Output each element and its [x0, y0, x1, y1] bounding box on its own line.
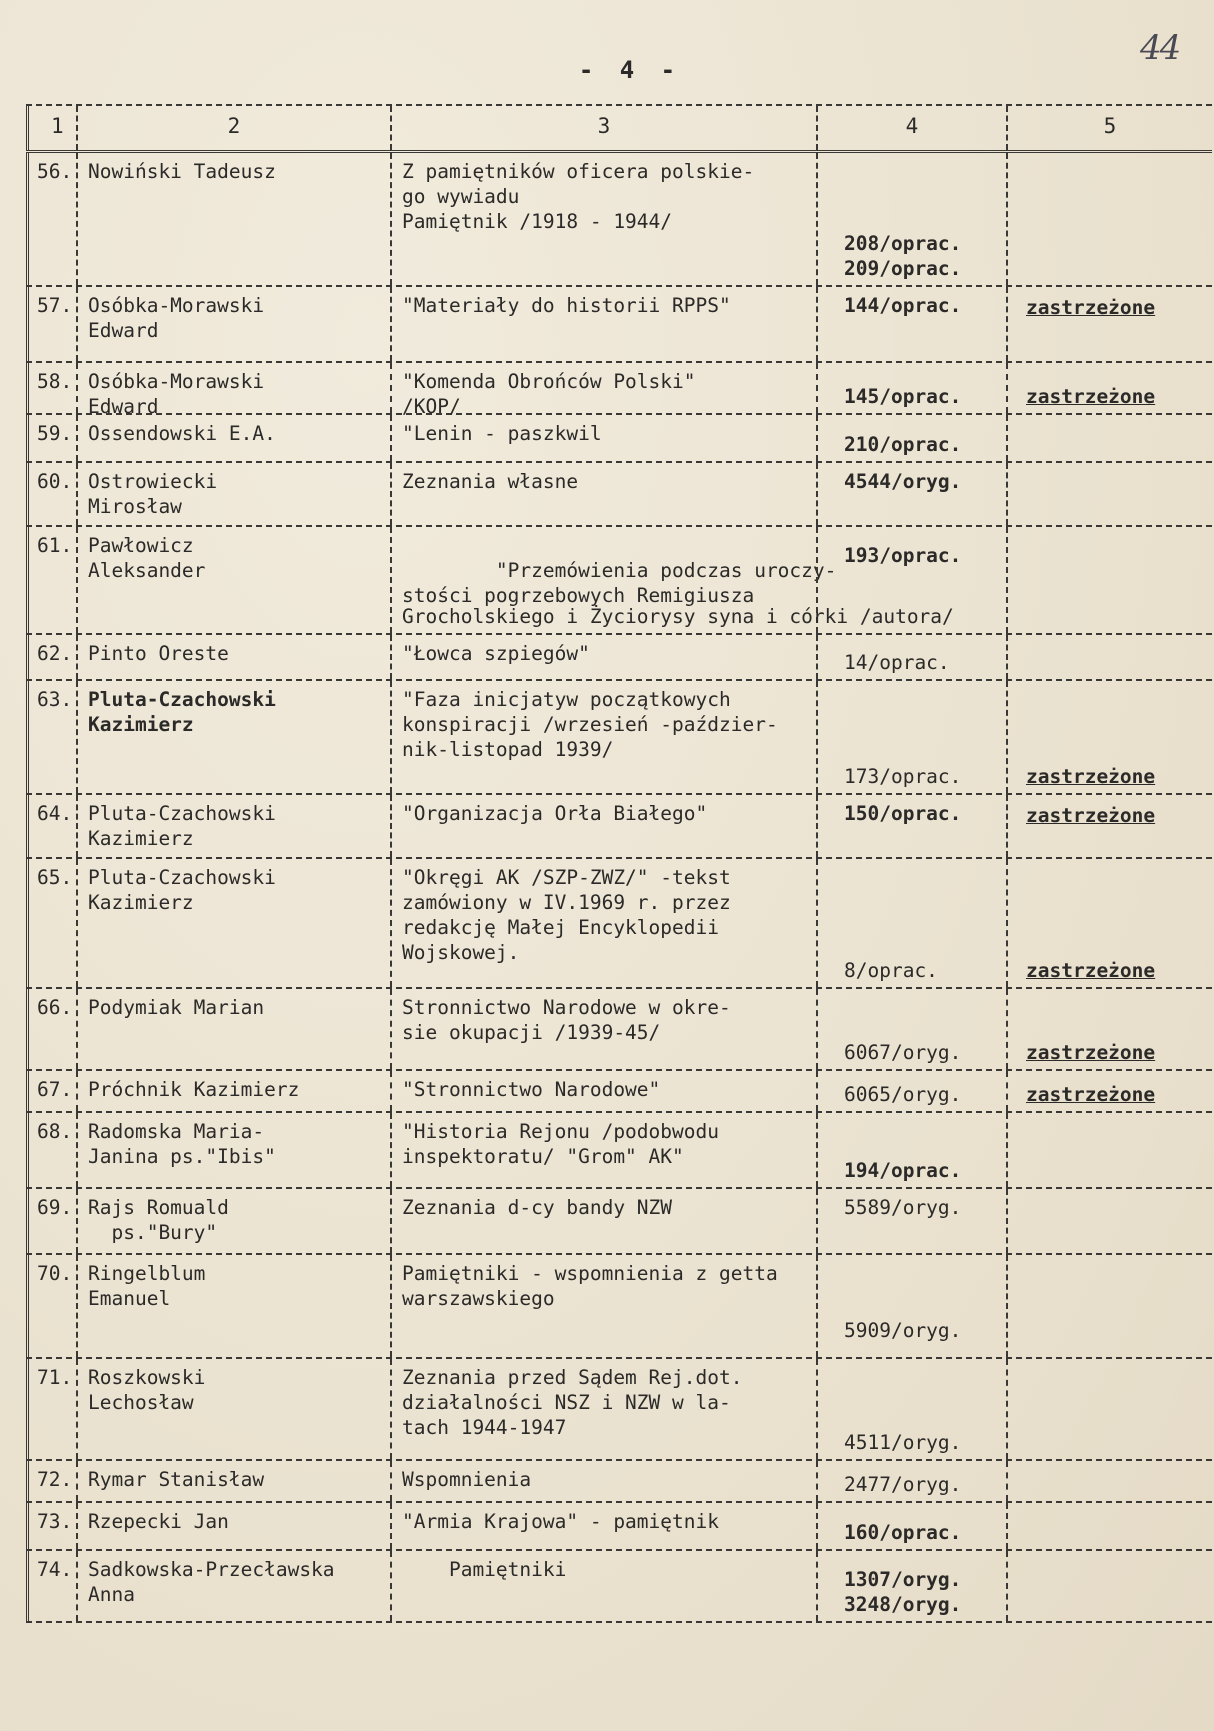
- table-row: [26, 859, 1212, 989]
- entry-author: Pluta-Czachowski Kazimierz: [76, 681, 390, 793]
- entry-ref-cell: [816, 1255, 1006, 1357]
- entry-title: "Historia Rejonu /podobwodu inspektoratu/ "Grom" AK": [390, 1113, 816, 1187]
- column-header-1: 1: [26, 106, 76, 150]
- entry-title: "Lenin - paszkwil: [390, 415, 816, 461]
- entry-number: 58.: [26, 363, 76, 413]
- table-row: [26, 153, 1212, 287]
- entry-author: Rymar Stanisław: [76, 1461, 390, 1501]
- entry-number: 65.: [26, 859, 76, 987]
- table-row: [26, 1503, 1212, 1551]
- entry-note-cell: [1006, 287, 1212, 361]
- entry-ref-cell: [816, 415, 1006, 461]
- entry-ref: 210/oprac.: [844, 433, 962, 456]
- table-row: [26, 415, 1212, 463]
- entry-ref: 208/oprac. 209/oprac.: [844, 232, 962, 280]
- entry-number: 71.: [26, 1359, 76, 1459]
- entry-ref: 194/oprac.: [844, 1159, 962, 1182]
- entry-author: Pluta-Czachowski Kazimierz: [76, 859, 390, 987]
- entry-author: Ringelblum Emanuel: [76, 1255, 390, 1357]
- entry-author: Pinto Oreste: [76, 635, 390, 679]
- entry-note-cell: [1006, 1071, 1212, 1111]
- table-row: [26, 287, 1212, 363]
- entry-ref-cell: [816, 795, 1006, 857]
- entry-note-cell: [1006, 527, 1212, 633]
- entry-number: 67.: [26, 1071, 76, 1111]
- entry-ref: 2477/oryg.: [844, 1473, 962, 1496]
- entry-author: Rzepecki Jan: [76, 1503, 390, 1549]
- entry-number: 74.: [26, 1551, 76, 1621]
- entry-note: zastrzeżone: [1026, 959, 1156, 982]
- entry-note-cell: [1006, 1551, 1212, 1621]
- entry-number: 62.: [26, 635, 76, 679]
- table-row: [26, 1551, 1212, 1623]
- entry-ref-cell: [816, 153, 1006, 285]
- entry-ref-cell: [816, 287, 1006, 361]
- entry-note-cell: [1006, 681, 1212, 793]
- column-header-3: 3: [390, 106, 816, 150]
- entry-title: "Komenda Obrońców Polski" /KOP/: [390, 363, 816, 413]
- entry-ref: 6067/oryg.: [844, 1041, 962, 1064]
- entry-title: "Organizacja Orła Białego": [390, 795, 816, 857]
- entry-author: Ossendowski E.A.: [76, 415, 390, 461]
- entry-ref: 145/oprac.: [844, 385, 962, 408]
- entry-note-cell: [1006, 415, 1212, 461]
- entry-note-cell: [1006, 363, 1212, 413]
- entry-author: Podymiak Marian: [76, 989, 390, 1069]
- entry-ref-cell: [816, 1113, 1006, 1187]
- entry-title: Pamiętniki - wspomnienia z getta warszawskiego: [390, 1255, 816, 1357]
- entry-title: Zeznania d-cy bandy NZW: [390, 1189, 816, 1253]
- entry-note: zastrzeżone: [1026, 1083, 1156, 1106]
- entry-note-cell: [1006, 795, 1212, 857]
- entry-author: Osóbka-Morawski Edward: [76, 363, 390, 413]
- column-header-5: 5: [1006, 106, 1212, 150]
- entry-title: "Okręgi AK /SZP-ZWZ/" -tekst zamówiony w IV.1969 r. przez redakcję Małej Encyklopedii Wojskowej.: [390, 859, 816, 987]
- entry-author: Nowiński Tadeusz: [76, 153, 390, 285]
- table-row: [26, 1359, 1212, 1461]
- entry-ref-cell: [816, 1551, 1006, 1621]
- entry-ref: 160/oprac.: [844, 1521, 962, 1544]
- entry-ref: 1307/oryg. 3248/oryg.: [844, 1568, 962, 1616]
- entry-number: 69.: [26, 1189, 76, 1253]
- entry-ref: 14/oprac.: [844, 651, 950, 674]
- entry-ref: 4511/oryg.: [844, 1431, 962, 1454]
- entry-title: "Faza inicjatyw początkowych konspiracji /wrzesień -paździer- nik-listopad 1939/: [390, 681, 816, 793]
- entry-note: zastrzeżone: [1026, 804, 1156, 827]
- entry-number: 68.: [26, 1113, 76, 1187]
- table-row: [26, 1113, 1212, 1189]
- table-row: [26, 795, 1212, 859]
- entry-note-cell: [1006, 635, 1212, 679]
- entry-title: Z pamiętników oficera polskie- go wywiadu Pamiętnik /1918 - 1944/: [390, 153, 816, 285]
- entry-title: Wspomnienia: [390, 1461, 816, 1501]
- entry-title: "Łowca szpiegów": [390, 635, 816, 679]
- entry-note: zastrzeżone: [1026, 765, 1156, 788]
- entry-ref-cell: [816, 1359, 1006, 1459]
- entry-ref: 5909/oryg.: [844, 1319, 962, 1342]
- entry-number: 59.: [26, 415, 76, 461]
- entry-title: Pamiętniki: [390, 1551, 816, 1621]
- entry-author: Ostrowiecki Mirosław: [76, 463, 390, 525]
- entry-note-cell: [1006, 1255, 1212, 1357]
- entry-ref: 8/oprac.: [844, 959, 938, 982]
- archive-table: [26, 104, 1212, 1623]
- entry-note-cell: [1006, 1113, 1212, 1187]
- entry-ref-cell: [816, 463, 1006, 525]
- entry-title: "Materiały do historii RPPS": [390, 287, 816, 361]
- table-header-row: [26, 106, 1212, 153]
- entry-ref-cell: [816, 1461, 1006, 1501]
- entry-author: Próchnik Kazimierz: [76, 1071, 390, 1111]
- table-row: [26, 1461, 1212, 1503]
- entry-author: Pawłowicz Aleksander: [76, 527, 390, 633]
- entry-number: 57.: [26, 287, 76, 361]
- entry-note: zastrzeżone: [1026, 296, 1156, 319]
- table-row: [26, 363, 1212, 418]
- entry-author: Roszkowski Lechosław: [76, 1359, 390, 1459]
- page-number: - 4 -: [578, 56, 682, 84]
- entry-ref: 144/oprac.: [844, 294, 962, 317]
- entry-note-cell: [1006, 463, 1212, 525]
- entry-ref: 173/oprac.: [844, 765, 962, 788]
- entry-note-cell: [1006, 1359, 1212, 1459]
- table-row: [26, 463, 1212, 527]
- table-row: [26, 1255, 1212, 1359]
- table-row: [26, 1189, 1212, 1255]
- table-row: [26, 527, 1212, 635]
- entry-ref: 150/oprac.: [844, 802, 962, 825]
- entry-note-cell: [1006, 1503, 1212, 1549]
- entry-number: 66.: [26, 989, 76, 1069]
- table-row: [26, 989, 1212, 1071]
- entry-author: Rajs Romuald ps."Bury": [76, 1189, 390, 1253]
- entry-number: 64.: [26, 795, 76, 857]
- entry-number: 73.: [26, 1503, 76, 1549]
- entry-ref: 193/oprac.: [844, 544, 962, 567]
- entry-ref: 4544/oryg.: [844, 470, 962, 493]
- entry-ref: 5589/oryg.: [844, 1196, 962, 1219]
- entry-number: 56.: [26, 153, 76, 285]
- handwritten-page-number: 44: [1140, 28, 1180, 68]
- table-row: [26, 681, 1212, 795]
- entry-ref-cell: [816, 363, 1006, 413]
- entry-title: "Przemówienia podczas uroczy- stości pogrzebowych Remigiusza: [402, 559, 837, 607]
- entry-title: "Armia Krajowa" - pamiętnik: [390, 1503, 816, 1549]
- entry-note-cell: [1006, 1189, 1212, 1253]
- entry-note: zastrzeżone: [1026, 1041, 1156, 1064]
- entry-title-overflow: Grocholskiego i Życiorysy syna i córki /autora/: [402, 605, 954, 628]
- entry-number: 63.: [26, 681, 76, 793]
- entry-note-cell: [1006, 1461, 1212, 1501]
- entry-note-cell: [1006, 859, 1212, 987]
- entry-number: 60.: [26, 463, 76, 525]
- entry-ref: 6065/oryg.: [844, 1083, 962, 1106]
- table-row: [26, 635, 1212, 681]
- entry-author: Pluta-Czachowski Kazimierz: [76, 795, 390, 857]
- entry-note: zastrzeżone: [1026, 385, 1156, 408]
- entry-title: "Stronnictwo Narodowe": [390, 1071, 816, 1111]
- entry-number: 70.: [26, 1255, 76, 1357]
- entry-number: 61.: [26, 527, 76, 633]
- entry-ref-cell: [816, 1189, 1006, 1253]
- entry-ref-cell: [816, 1071, 1006, 1111]
- entry-ref-cell: [816, 859, 1006, 987]
- entry-ref-cell: [816, 989, 1006, 1069]
- entry-author: Osóbka-Morawski Edward: [76, 287, 390, 361]
- entry-title: Zeznania własne: [390, 463, 816, 525]
- table-row: [26, 1071, 1212, 1113]
- entry-note-cell: [1006, 989, 1212, 1069]
- entry-ref-cell: [816, 681, 1006, 793]
- entry-author: Radomska Maria- Janina ps."Ibis": [76, 1113, 390, 1187]
- entry-ref-cell: [816, 1503, 1006, 1549]
- entry-author: Sadkowska-Przecławska Anna: [76, 1551, 390, 1621]
- entry-ref-cell: [816, 635, 1006, 679]
- column-header-2: 2: [76, 106, 390, 150]
- entry-note-cell: [1006, 153, 1212, 285]
- entry-number: 72.: [26, 1461, 76, 1501]
- entry-title: Stronnictwo Narodowe w okre- sie okupacji /1939-45/: [390, 989, 816, 1069]
- column-header-4: 4: [816, 106, 1006, 150]
- entry-title: Zeznania przed Sądem Rej.dot. działalności NSZ i NZW w la- tach 1944-1947: [390, 1359, 816, 1459]
